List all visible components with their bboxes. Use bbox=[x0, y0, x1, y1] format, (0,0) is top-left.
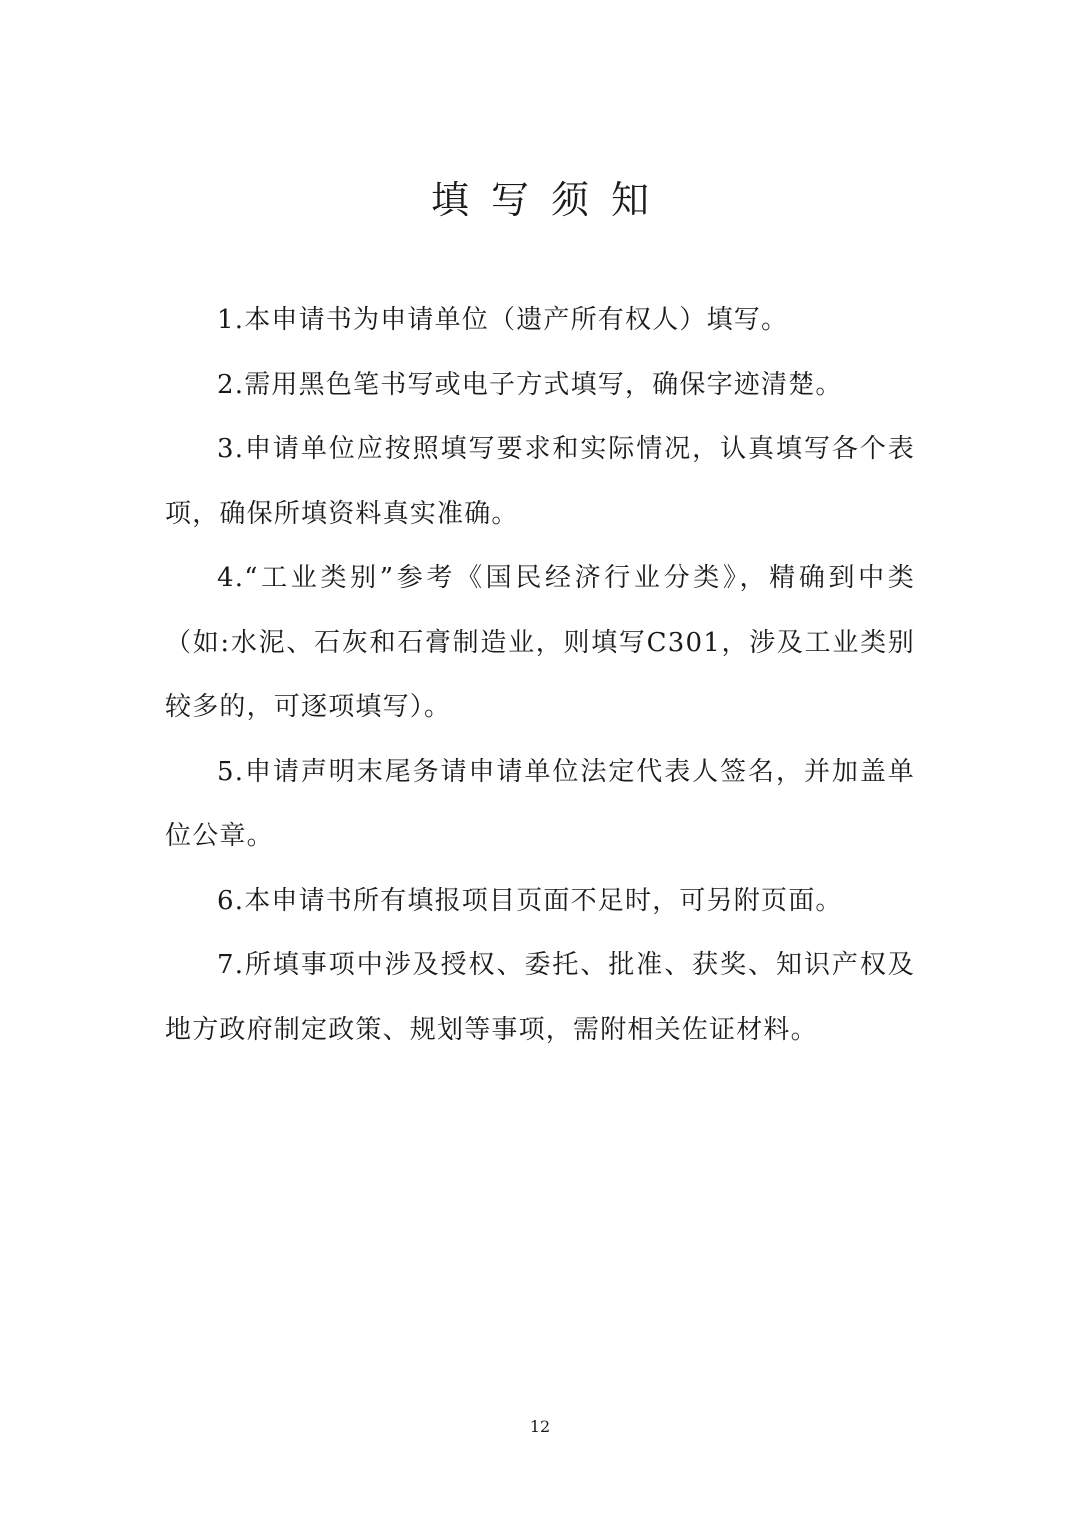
instruction-item-4: 4.“工业类别”参考《国民经济行业分类》，精确到中类（如:水泥、石灰和石膏制造业，则填写C301，涉及工业类别较多的，可逐项填写）。 bbox=[165, 563, 915, 722]
page-number: 12 bbox=[529, 1417, 551, 1436]
instruction-item-1: 1.本申请书为申请单位（遗产所有权人）填写。 bbox=[217, 305, 789, 335]
instruction-item-3: 3.申请单位应按照填写要求和实际情况，认真填写各个表项，确保所填资料真实准确。 bbox=[165, 434, 915, 529]
instruction-item-2: 2.需用黑色笔书写或电子方式填写，确保字迹清楚。 bbox=[217, 369, 843, 400]
instructions-list bbox=[165, 288, 915, 1062]
instruction-item-7: 7.所填事项中涉及授权、委托、批准、获奖、知识产权及地方政府制定政策、规划等事项，需附相关佐证材料。 bbox=[165, 950, 915, 1045]
page-title: 填写须知 bbox=[430, 178, 671, 222]
instruction-item-6: 6.本申请书所有填报项目页面不足时，可另附页面。 bbox=[217, 885, 843, 916]
instruction-item-5: 5.申请声明末尾务请申请单位法定代表人签名，并加盖单位公章。 bbox=[165, 756, 915, 851]
